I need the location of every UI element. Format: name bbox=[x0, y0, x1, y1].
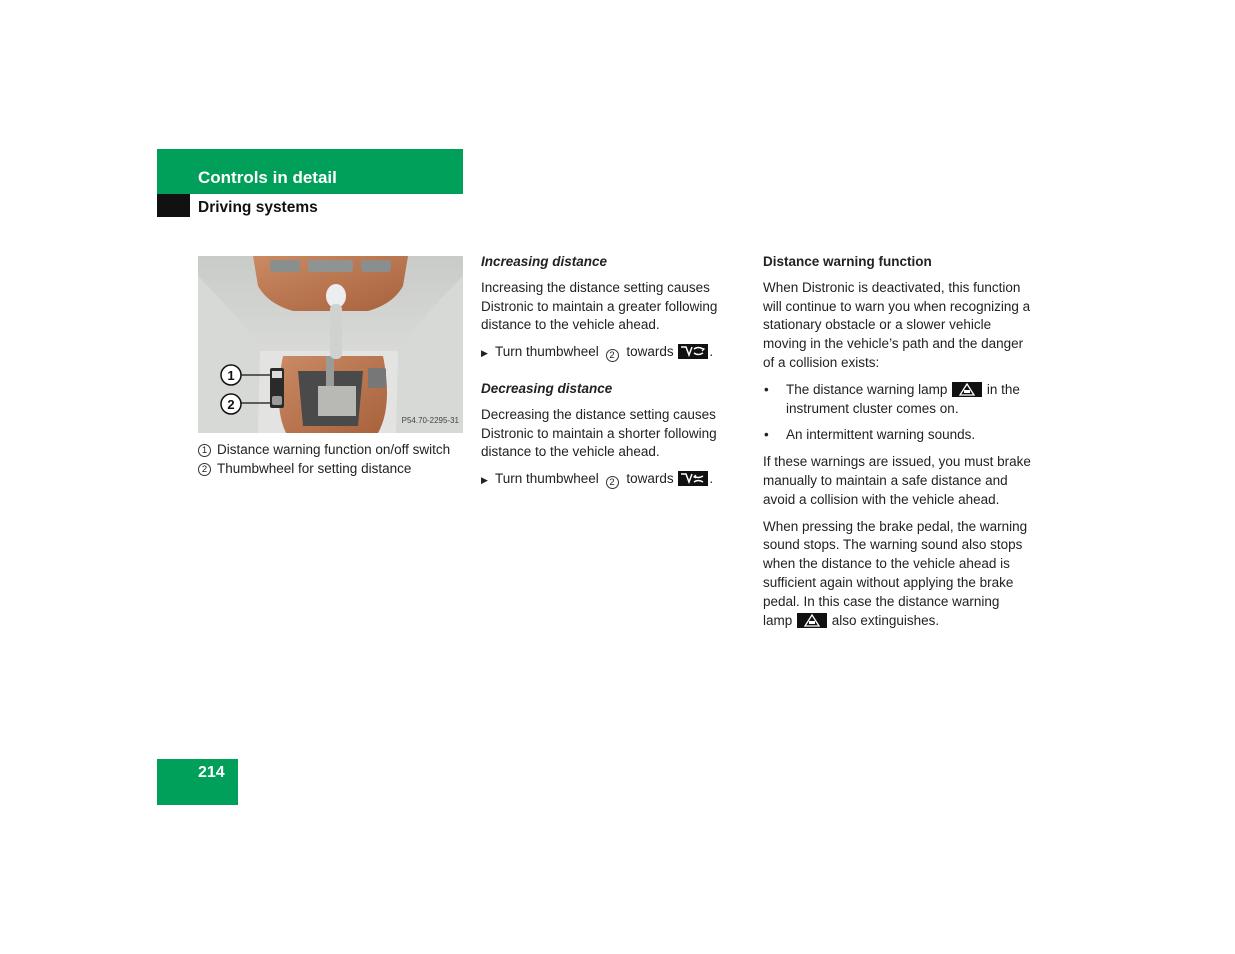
bullet-icon: • bbox=[764, 427, 769, 443]
page-number: 214 bbox=[198, 764, 225, 781]
increase-step bbox=[481, 343, 749, 363]
step-number: 2 bbox=[606, 476, 619, 489]
distance-warning-heading: Distance warning function bbox=[763, 254, 932, 269]
svg-text:1: 1 bbox=[227, 368, 235, 383]
paragraph-prefix: When pressing the brake pedal, the warning sound stops. The warning sound also stops when the distance to the vehicle ahead is sufficient again without applying the brake pedal. In this case the distance warning lamp bbox=[763, 518, 1028, 628]
bullet-text-suffix: in the instrument cluster comes on. bbox=[786, 381, 1020, 416]
decrease-step bbox=[481, 470, 749, 490]
bullet-text: An intermittent warning sounds. bbox=[786, 427, 976, 443]
step-number: 2 bbox=[606, 349, 619, 362]
distance-warning-intro: When Distronic is deactivated, this function will continue to warn you when recognizing a stationary obstacle or a slower vehicle moving in the vehicle’s path and the danger of a collision exists: bbox=[763, 279, 1031, 370]
list-item bbox=[763, 381, 1031, 419]
distance-decrease-icon bbox=[678, 471, 708, 486]
legend-item bbox=[198, 460, 463, 479]
bullet-text-prefix: The distance warning lamp bbox=[786, 381, 948, 397]
step-prefix: Turn thumbwheel bbox=[495, 471, 599, 487]
figure-column bbox=[198, 256, 463, 479]
svg-text:2: 2 bbox=[227, 397, 235, 412]
step-mid: towards bbox=[626, 471, 674, 487]
step-prefix: Turn thumbwheel bbox=[495, 344, 599, 360]
figure-legend bbox=[198, 441, 463, 479]
callout-1 bbox=[221, 365, 241, 385]
distance-warning-lamp-icon bbox=[797, 613, 827, 628]
legend-number: 2 bbox=[198, 463, 211, 476]
paragraph-suffix: also extinguishes. bbox=[831, 612, 940, 628]
figure-code: P54.70-2295-31 bbox=[401, 416, 459, 426]
brake-pedal-text bbox=[763, 518, 1031, 631]
callout-2 bbox=[221, 394, 241, 414]
subsection-marker bbox=[157, 194, 190, 217]
legend-text: Thumbwheel for setting distance bbox=[217, 460, 412, 476]
legend-number: 1 bbox=[198, 444, 211, 457]
distance-warning-column bbox=[763, 253, 1031, 638]
subsection-title: Driving systems bbox=[198, 199, 318, 216]
distance-increase-icon bbox=[678, 344, 708, 359]
step-mid: towards bbox=[626, 344, 674, 360]
step-end: . bbox=[709, 471, 714, 487]
decreasing-distance-heading: Decreasing distance bbox=[481, 380, 613, 396]
distance-setting-column bbox=[481, 253, 749, 507]
increasing-distance-text: Increasing the distance setting causes Distronic to maintain a greater following distance to the vehicle ahead. bbox=[481, 279, 718, 333]
legend-text: Distance warning function on/off switch bbox=[217, 442, 451, 457]
step-arrow-icon: ▶ bbox=[481, 348, 488, 359]
section-title: Controls in detail bbox=[198, 168, 337, 187]
brake-manually-text: If these warnings are issued, you must brake manually to maintain a safe distance and avoid a collision with the vehicle ahead. bbox=[763, 454, 1031, 507]
step-arrow-icon: ▶ bbox=[481, 475, 488, 486]
decreasing-distance-text: Decreasing the distance setting causes Distronic to maintain a shorter following distance to the vehicle ahead. bbox=[481, 406, 717, 460]
center-console-photo bbox=[198, 256, 463, 433]
legend-item bbox=[198, 441, 463, 460]
step-end: . bbox=[709, 344, 714, 360]
list-item bbox=[763, 426, 1031, 445]
increasing-distance-heading: Increasing distance bbox=[481, 254, 608, 269]
distance-warning-lamp-icon bbox=[952, 382, 982, 397]
bullet-icon: • bbox=[764, 381, 769, 397]
